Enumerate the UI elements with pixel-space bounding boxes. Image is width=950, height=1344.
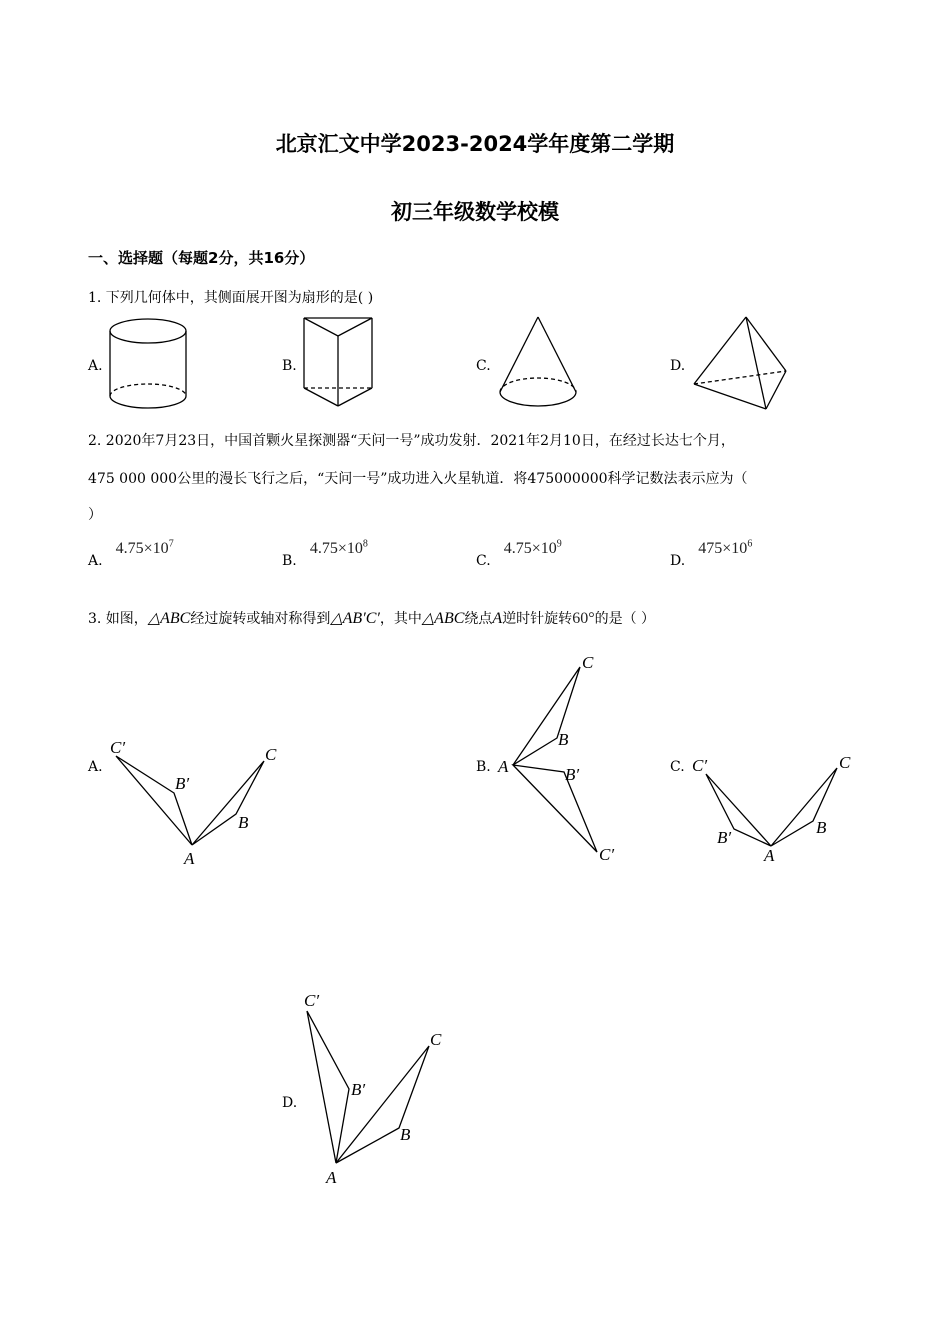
- q2-option-a-label: A.: [88, 553, 103, 569]
- q2-option-c-label: C.: [476, 553, 491, 569]
- question-2-line-2: 475 000 000公里的漫长飞行之后，“天问一号”成功进入火星轨道．将475000000科学记数法表示应为（: [88, 471, 748, 487]
- fig-d-label-c: C: [430, 1030, 442, 1049]
- fig-a-label-c: C: [265, 745, 277, 764]
- triangle-abc-2: △ABC: [421, 610, 465, 627]
- question-3-stem: 3. 如图，△ABC经过旋转或轴对称得到△AB′C′，其中△ABC绕点A逆时针旋转60°的是（ ）: [88, 610, 656, 627]
- triangle-ab-prime-c-prime: △AB′C′: [330, 610, 380, 627]
- section-heading: 一、选择题（每题2分，共16分）: [88, 249, 315, 267]
- fig-d-label-c-prime: C′: [304, 991, 320, 1010]
- fig-b-label-b: B: [558, 730, 569, 749]
- fig-d-label-b-prime: B′: [351, 1080, 366, 1099]
- q2-option-d-value: $475\times 10^6$: [698, 538, 753, 557]
- question-2-line-1: 2. 2020年7月23日，中国首颗火星探测器“天问一号”成功发射．2021年2月10日，在经过长达七个月，: [88, 433, 735, 449]
- fig-c-label-a: A: [764, 846, 775, 865]
- point-a: A: [492, 610, 503, 627]
- page-title: 北京汇文中学2023-2024学年度第二学期: [275, 132, 675, 156]
- fig-a-label-c-prime: C′: [110, 738, 126, 757]
- q3-option-a-label: A.: [88, 759, 103, 775]
- fig-c-label-c: C: [839, 753, 851, 772]
- q2-option-d-label: D.: [670, 553, 686, 569]
- question-2-line-3: ）: [88, 507, 102, 523]
- question-1-stem: 1. 下列几何体中，其侧面展开图为扇形的是( ): [88, 290, 374, 306]
- fig-a-label-b-prime: B′: [175, 774, 190, 793]
- q1-option-c-label: C.: [476, 358, 491, 374]
- angle-value: 60°: [572, 610, 595, 627]
- fig-c-label-c-prime: C′: [692, 756, 708, 775]
- q1-option-d-label: D.: [670, 358, 686, 374]
- fig-c-label-b: B: [816, 818, 827, 837]
- q1-option-a-label: A.: [88, 358, 103, 374]
- fig-b-label-c-prime: C′: [599, 845, 615, 864]
- q1-option-b-label: B.: [282, 358, 297, 374]
- fig-b-label-c: C: [582, 653, 594, 672]
- q2-option-b-value: $4.75\times 10^8$: [309, 538, 368, 557]
- triangle-abc: △ABC: [147, 610, 191, 627]
- fig-d-label-b: B: [400, 1125, 411, 1144]
- fig-d-label-a: A: [326, 1168, 337, 1187]
- q3-option-b-label: B.: [476, 759, 491, 775]
- q3-option-d-label: D.: [282, 1095, 298, 1111]
- fig-b-label-a: A: [498, 757, 509, 776]
- q2-option-a-value: $4.75\times 10^7$: [115, 538, 174, 557]
- page-subtitle: 初三年级数学校模: [391, 200, 559, 224]
- q3-option-c-label: C.: [670, 759, 685, 775]
- fig-c-label-b-prime: B′: [717, 828, 732, 847]
- fig-b-label-b-prime: B′: [565, 765, 580, 784]
- fig-a-label-a: A: [184, 849, 195, 868]
- q2-option-c-value: $4.75\times 10^9$: [503, 538, 562, 557]
- fig-a-label-b: B: [238, 813, 249, 832]
- q2-option-b-label: B.: [282, 553, 297, 569]
